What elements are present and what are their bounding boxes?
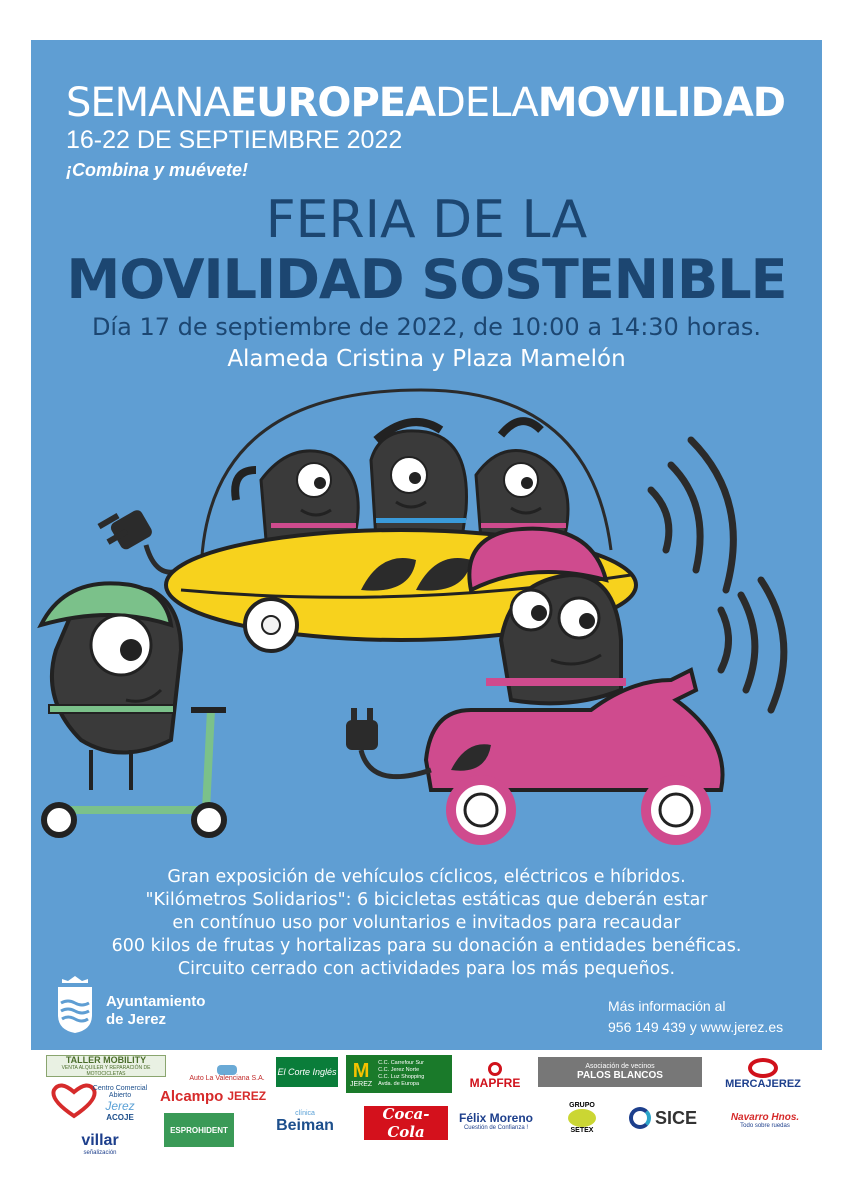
sponsor-beiman-name: Beiman: [276, 1116, 334, 1134]
event-location: Alameda Cristina y Plaza Mamelón: [227, 346, 626, 372]
mapfre-logo-icon: [488, 1062, 502, 1076]
sponsor-coca-cola: [364, 1106, 448, 1140]
title-line-2: MOVILIDAD SOSTENIBLE: [66, 248, 787, 311]
sponsor-taller-name: TALLER MOBILITY: [65, 1055, 147, 1065]
contact-info: [608, 996, 783, 1038]
setex-logo-icon: [568, 1109, 596, 1127]
car-plug-icon: [97, 508, 181, 572]
mcd-location: C.C. Luz Shopping: [378, 1074, 425, 1080]
sponsor-sice-name: SICE: [654, 1107, 697, 1128]
description-line: "Kilómetros Solidarios": 6 bicicletas estáticas que deberán estar: [145, 890, 708, 910]
sponsor-esprohident-name: ESPROHIDENT: [170, 1125, 228, 1135]
sice-logo-icon: [629, 1107, 651, 1129]
description-line: Circuito cerrado con actividades para los más pequeños.: [177, 959, 676, 979]
mcd-location: C.C. Carrefour Sur: [378, 1060, 425, 1066]
jerez-coat-of-arms-icon: [52, 975, 98, 1035]
sponsor-mercajerez-name: MERCAJEREZ: [725, 1078, 801, 1090]
sponsor-palos-name: PALOS BLANCOS: [577, 1070, 663, 1081]
sponsor-corte-name: El Corte Inglés: [277, 1067, 337, 1077]
sponsor-alcampo-name: Alcampo: [160, 1087, 224, 1105]
motorbike-plug-icon: [346, 708, 431, 777]
sponsor-navarro-name: Navarro Hnos.: [730, 1111, 800, 1123]
sponsor-taller-sub: VENTA ALQUILER Y REPARACIÓN DE MOTOCICLETAS: [61, 1065, 151, 1077]
sponsor-villar: [62, 1130, 138, 1158]
event-series-title: [66, 80, 785, 126]
sponsor-sice: [622, 1098, 704, 1138]
passenger-2: [371, 422, 467, 547]
sponsor-villar-sub: señalización: [83, 1150, 117, 1156]
event-date: Día 17 de septiembre de 2022, de 10:00 a 14:30 horas.: [91, 313, 762, 341]
sponsor-villar-name: villar: [81, 1132, 119, 1149]
week-light-1: SEMANA: [66, 80, 230, 126]
sponsor-alcampo-city: JEREZ: [227, 1089, 267, 1103]
sponsor-cocacola-name: Coca-Cola: [382, 1106, 430, 1140]
description-line: en contínuo uso por voluntarios e invitados para recaudar: [172, 913, 681, 933]
week-bold-1: EUROPEA: [229, 80, 436, 126]
organizer-line-2: de Jerez: [106, 1011, 167, 1028]
sponsor-el-corte-ingles: [276, 1057, 338, 1087]
sponsor-grupo-setex: [560, 1096, 604, 1140]
sponsor-taller-mobility: [46, 1055, 166, 1077]
sponsor-mapfre: [462, 1058, 528, 1094]
sponsor-auto-valenciana: [186, 1058, 268, 1088]
sponsor-mcd-city: JEREZ: [350, 1080, 373, 1088]
sponsor-felix-moreno: [454, 1104, 538, 1138]
sponsor-alcampo: [160, 1085, 272, 1107]
sponsor-acoje-2: Jerez: [105, 1098, 135, 1113]
sponsor-setex-top: GRUPO: [569, 1102, 595, 1109]
sponsor-palos-top: Asociación de vecinos: [585, 1063, 655, 1070]
info-line-2: 956 149 439 y www.jerez.es: [608, 1019, 784, 1035]
description-line: 600 kilos de frutas y hortalizas para su donación a entidades benéficas.: [111, 936, 742, 956]
event-series-dates: 16-22 DE SEPTIEMBRE 2022: [66, 126, 403, 154]
sponsor-clinica-beiman: [264, 1108, 346, 1136]
sponsor-mapfre-name: MAPFRE: [469, 1076, 521, 1090]
slogan: ¡Combina y muévete!: [66, 160, 249, 180]
sponsor-felix-sub: Cuestión de Confianza !: [463, 1125, 529, 1131]
sponsor-auto-name: Auto La Valenciana S.A.: [189, 1074, 265, 1082]
description-line: Gran exposición de vehículos cíclicos, eléctricos e híbridos.: [167, 867, 686, 887]
mcd-location: C.C. Jerez Norte: [378, 1067, 420, 1073]
sponsor-acoje-1: Centro Comercial Abierto: [92, 1084, 148, 1099]
auto-logo-icon: [217, 1065, 237, 1075]
week-light-2: DELA: [435, 80, 538, 126]
organizer-name: [106, 993, 205, 1029]
mercajerez-logo-icon: [748, 1058, 778, 1078]
sponsor-mercajerez: [716, 1054, 810, 1094]
sponsor-navarro-sub: Todo sobre ruedas: [740, 1122, 790, 1129]
organizer-line-1: Ayuntamiento: [106, 993, 206, 1010]
scooter-rider: [41, 583, 226, 835]
info-line-1: Más información al: [608, 998, 726, 1014]
electric-motorbike: [426, 529, 723, 840]
sponsor-navarro-hnos: [724, 1104, 806, 1136]
sponsor-esprohident: [164, 1113, 234, 1147]
week-bold-2: MOVILIDAD: [537, 80, 785, 126]
sponsor-acoje-3: ACOJE: [106, 1112, 134, 1122]
mcdonalds-logo-icon: M: [352, 1059, 370, 1082]
sponsor-mcdonalds: [346, 1055, 452, 1093]
mobility-illustration: [31, 380, 822, 850]
sponsor-acoje: [88, 1082, 152, 1124]
event-description: [40, 866, 813, 981]
mcd-location: Avda. de Europa: [378, 1081, 420, 1087]
title-line-1: FERIA DE LA: [265, 190, 588, 250]
sponsor-beiman-small: clínica: [295, 1109, 315, 1117]
sponsor-felix-name: Félix Moreno: [458, 1111, 533, 1125]
sponsor-palos-blancos: [538, 1057, 702, 1087]
sponsor-setex-name: SETEX: [570, 1127, 594, 1134]
